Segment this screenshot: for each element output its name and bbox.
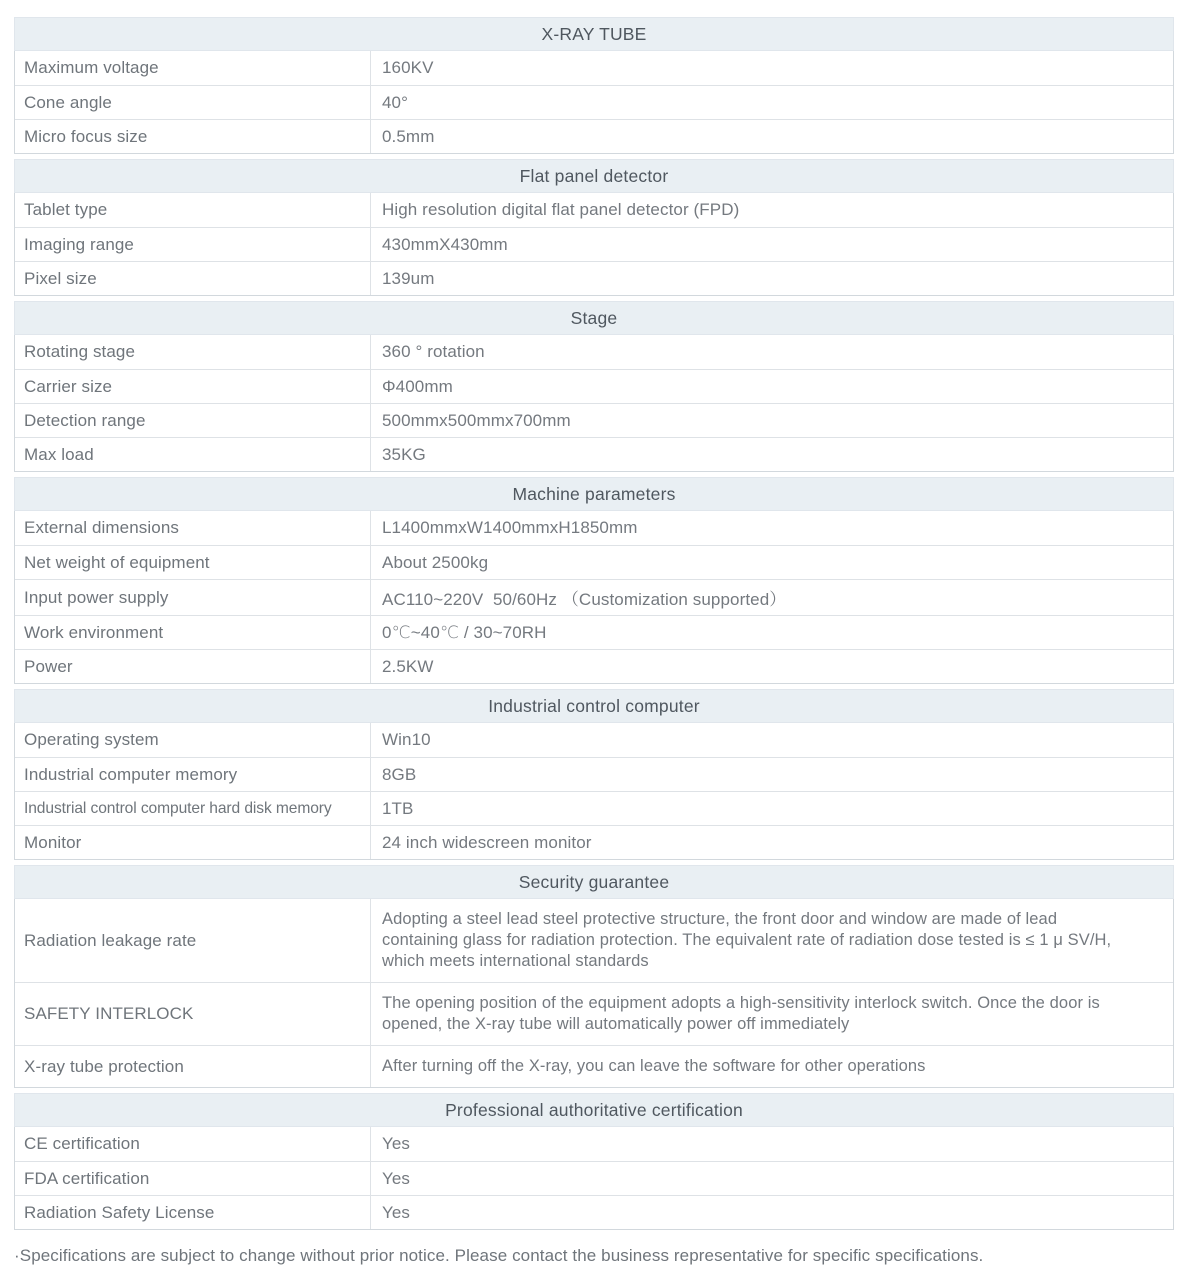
spec-label: Input power supply: [24, 587, 169, 607]
section-flat-panel-detector: [14, 159, 1174, 296]
table-row: [15, 791, 1173, 825]
spec-value: About 2500kg: [370, 546, 1173, 579]
section-rows: [14, 899, 1174, 1088]
spec-value: 1TB: [370, 792, 1173, 825]
section-rows: [14, 51, 1174, 154]
table-row: [15, 579, 1173, 615]
section-rows: [14, 193, 1174, 296]
section-xray-tube: [14, 17, 1174, 154]
table-row: [15, 85, 1173, 119]
section-header: Machine parameters: [14, 477, 1174, 511]
table-row: [15, 335, 1173, 369]
table-row: [15, 1195, 1173, 1229]
spec-value: 40°: [370, 86, 1173, 119]
table-row: [15, 1127, 1173, 1161]
section-rows: [14, 1127, 1174, 1230]
section-industrial-control-computer: [14, 689, 1174, 860]
spec-value: Win10: [370, 723, 1173, 757]
spec-label: FDA certification: [24, 1168, 150, 1188]
spec-value: 139um: [370, 262, 1173, 295]
spec-label: Work environment: [24, 622, 164, 642]
table-row: [15, 51, 1173, 85]
table-row: [15, 511, 1173, 545]
spec-value: After turning off the X-ray, you can leave the software for other operations: [370, 1046, 1173, 1087]
section-header: Security guarantee: [14, 865, 1174, 899]
spec-label: External dimensions: [24, 518, 179, 537]
spec-value: 0℃~40℃ / 30~70RH: [370, 616, 1173, 649]
spec-label: Net weight of equipment: [24, 552, 210, 572]
spec-value: 35KG: [370, 438, 1173, 471]
section-header: Professional authoritative certification: [14, 1093, 1174, 1127]
spec-label: Micro focus size: [24, 126, 148, 146]
table-row: [15, 723, 1173, 757]
section-header: Stage: [14, 301, 1174, 335]
table-row: [15, 615, 1173, 649]
spec-value: 8GB: [370, 758, 1173, 791]
table-row: [15, 982, 1173, 1045]
spec-value: 0.5mm: [370, 120, 1173, 153]
spec-value: 430mmX430mm: [370, 228, 1173, 261]
table-row: [15, 1161, 1173, 1195]
spec-label: SAFETY INTERLOCK: [24, 1004, 194, 1023]
section-stage: [14, 301, 1174, 472]
spec-label: X-ray tube protection: [24, 1056, 184, 1076]
spec-label: Radiation leakage rate: [24, 930, 197, 950]
spec-label: Imaging range: [24, 234, 134, 254]
spec-value: 500mmx500mmx700mm: [370, 404, 1173, 437]
section-header: Flat panel detector: [14, 159, 1174, 193]
section-rows: [14, 335, 1174, 472]
table-row: [15, 899, 1173, 982]
page: [0, 17, 1200, 1284]
section-rows: [14, 723, 1174, 860]
table-row: [15, 437, 1173, 471]
spec-value: 24 inch widescreen monitor: [370, 826, 1173, 859]
spec-value: Yes: [370, 1162, 1173, 1195]
spec-label: Industrial control computer hard disk memory: [24, 799, 332, 817]
footnote: ·Specifications are subject to change without prior notice. Please contact the business representative for specific specifications.: [14, 1246, 984, 1265]
section-security-guarantee: [14, 865, 1174, 1088]
spec-value: L1400mmxW1400mmxH1850mm: [370, 511, 1173, 545]
spec-value: 360 ° rotation: [370, 335, 1173, 369]
specification-table: [14, 17, 1174, 1230]
spec-label: Maximum voltage: [24, 58, 159, 77]
spec-value: Yes: [370, 1196, 1173, 1229]
table-row: [15, 403, 1173, 437]
spec-value: AC110~220V 50/60Hz （Customization supported）: [370, 580, 1173, 615]
spec-label: Radiation Safety License: [24, 1202, 215, 1222]
spec-label: Detection range: [24, 410, 146, 430]
spec-label: Monitor: [24, 832, 82, 852]
spec-value: Φ400mm: [370, 370, 1173, 403]
section-machine-parameters: [14, 477, 1174, 684]
spec-label: Carrier size: [24, 376, 113, 396]
table-row: [15, 261, 1173, 295]
spec-label: Cone angle: [24, 92, 112, 112]
spec-label: Rotating stage: [24, 342, 136, 361]
spec-value: Adopting a steel lead steel protective structure, the front door and window are made of lead containing glass for radiation protection. The equivalent rate of radiation dose tested is ≤ 1 μ SV/H, which meets international standards: [370, 899, 1173, 982]
spec-value: High resolution digital flat panel detector (FPD): [370, 193, 1173, 227]
section-certification: [14, 1093, 1174, 1230]
table-row: [15, 1045, 1173, 1087]
table-row: [15, 545, 1173, 579]
spec-value: 2.5KW: [370, 650, 1173, 683]
section-header: Industrial control computer: [14, 689, 1174, 723]
section-header: X-RAY TUBE: [14, 17, 1174, 51]
spec-label: Tablet type: [24, 200, 108, 219]
spec-value: Yes: [370, 1127, 1173, 1161]
spec-label: Power: [24, 656, 73, 676]
table-row: [15, 825, 1173, 859]
spec-label: Max load: [24, 444, 94, 464]
spec-label: Pixel size: [24, 268, 97, 288]
table-row: [15, 369, 1173, 403]
spec-label: CE certification: [24, 1134, 140, 1153]
spec-label: Industrial computer memory: [24, 764, 238, 784]
table-row: [15, 227, 1173, 261]
section-rows: [14, 511, 1174, 684]
table-row: [15, 757, 1173, 791]
table-row: [15, 649, 1173, 683]
spec-label: Operating system: [24, 730, 159, 749]
spec-value: The opening position of the equipment adopts a high-sensitivity interlock switch. Once the door is opened, the X-ray tube will automatically power off immediately: [370, 983, 1173, 1045]
table-row: [15, 119, 1173, 153]
table-row: [15, 193, 1173, 227]
spec-value: 160KV: [370, 51, 1173, 85]
